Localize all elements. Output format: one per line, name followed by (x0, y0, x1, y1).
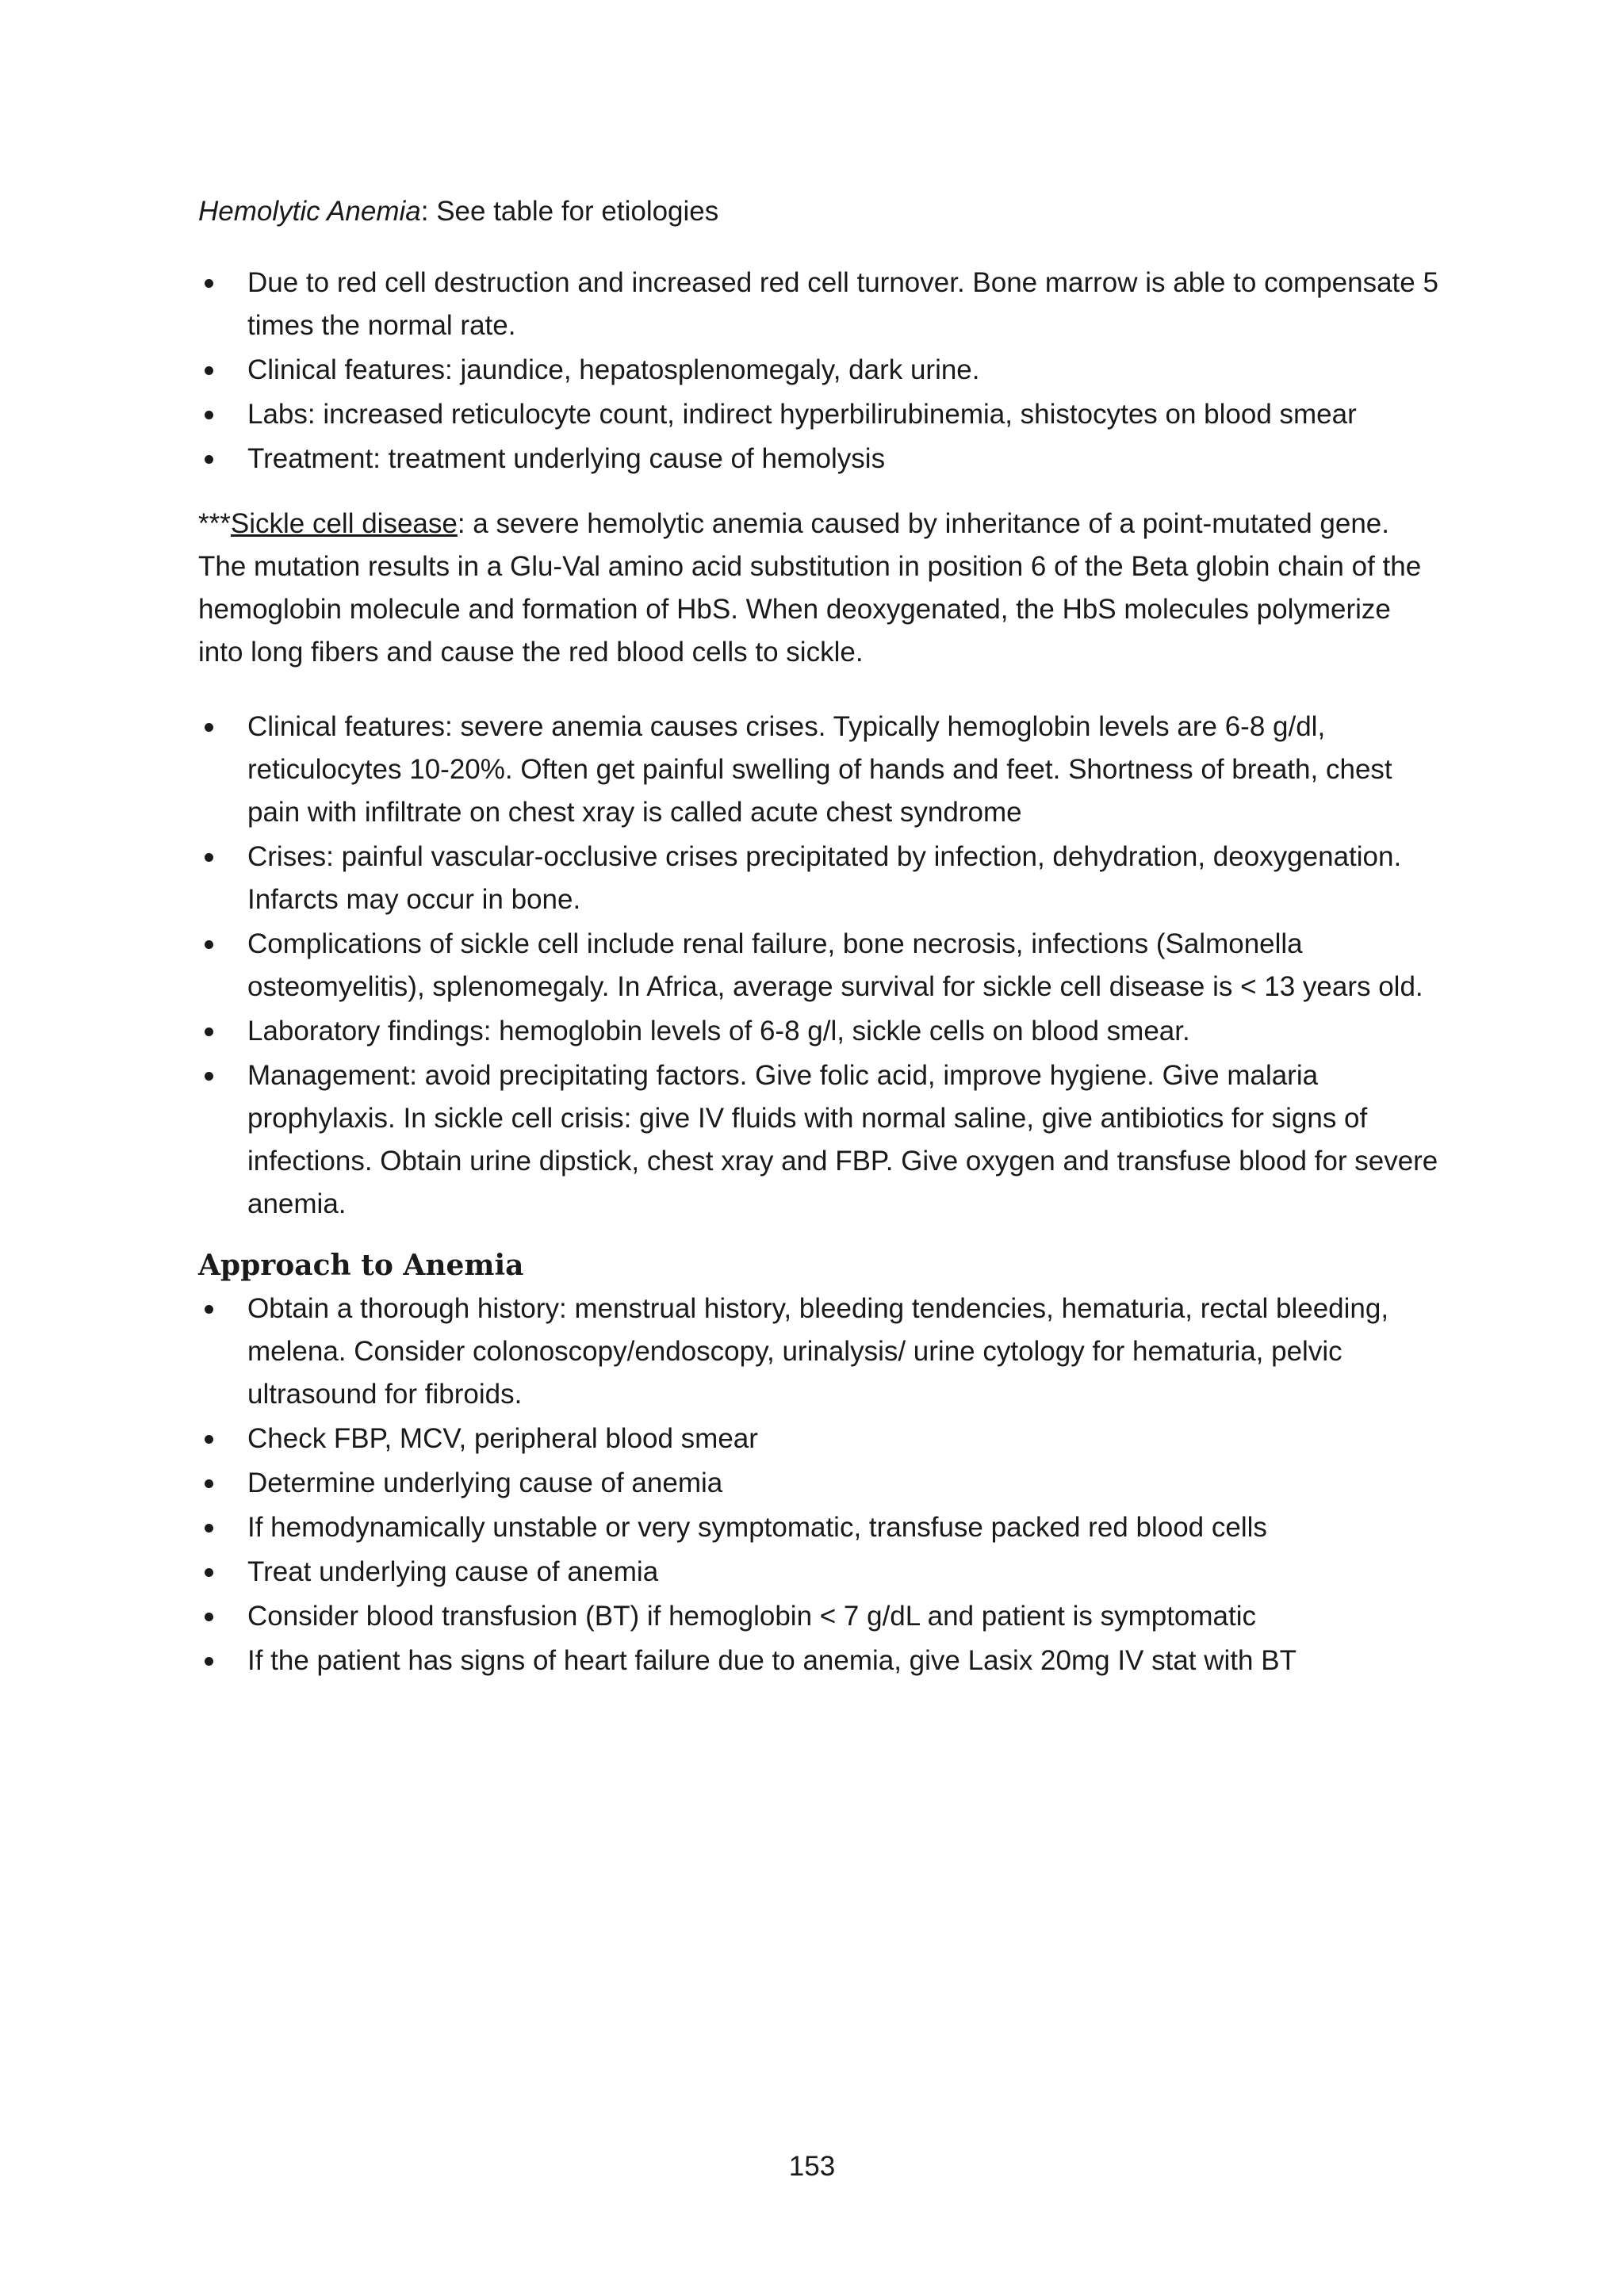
list-item: Clinical features: jaundice, hepatosplenomegaly, dark urine. (198, 349, 1443, 392)
approach-bullet-list (198, 1288, 1443, 1682)
list-item: Determine underlying cause of anemia (198, 1462, 1443, 1505)
list-item: Management: avoid precipitating factors. Give folic acid, improve hygiene. Give malaria prophylaxis. In sickle cell crisis: give IV fluids with normal saline, give antibiotics for signs of infections. Obtain urine dipstick, chest xray and FBP. Give oxygen and transfuse blood for severe anemia. (198, 1054, 1443, 1226)
list-item: Due to red cell destruction and increased red cell turnover. Bone marrow is able to compensate 5 times the normal rate. (198, 262, 1443, 347)
sickle-cell-description: : a severe hemolytic anemia caused by inheritance of a point-mutated gene. The mutation results in a Glu-Val amino acid substitution in position 6 of the Beta globin chain of the hemoglobin molecule and formation of HbS. When deoxygenated, the HbS molecules polymerize into long fibers and cause the red blood cells to sickle. (198, 508, 1422, 668)
hemolytic-anemia-title: Hemolytic Anemia (198, 196, 421, 227)
list-item: Treat underlying cause of anemia (198, 1551, 1443, 1594)
approach-heading: Approach to Anemia (198, 1249, 524, 1282)
list-item: Crises: painful vascular-occlusive crises precipitated by infection, dehydration, deoxygenation. Infarcts may occur in bone. (198, 836, 1443, 921)
list-item: Complications of sickle cell include renal failure, bone necrosis, infections (Salmonella osteomyelitis), splenomegaly. In Africa, average survival for sickle cell disease is < 13 years old. (198, 923, 1443, 1008)
list-item: Consider blood transfusion (BT) if hemoglobin < 7 g/dL and patient is symptomatic (198, 1595, 1443, 1638)
list-item: Labs: increased reticulocyte count, indirect hyperbilirubinemia, shistocytes on blood smear (198, 393, 1443, 436)
list-item: Laboratory findings: hemoglobin levels of 6-8 g/l, sickle cells on blood smear. (198, 1010, 1443, 1053)
list-item: Check FBP, MCV, peripheral blood smear (198, 1418, 1443, 1460)
sickle-cell-paragraph (198, 503, 1443, 674)
list-item: Obtain a thorough history: menstrual history, bleeding tendencies, hematuria, rectal bleeding, melena. Consider colonoscopy/endoscopy, urinalysis/ urine cytology for hematuria, pelvic ultrasound for fibroids. (198, 1288, 1443, 1416)
document-page (198, 190, 1443, 1684)
sickle-prefix: *** (198, 508, 231, 539)
list-item: Clinical features: severe anemia causes crises. Typically hemoglobin levels are 6-8 g/dl, reticulocytes 10-20%. Often get painful swelling of hands and feet. Shortness of breath, chest pain with infiltrate on chest xray is called acute chest syndrome (198, 706, 1443, 834)
hemolytic-bullet-list (198, 262, 1443, 480)
page-number: 153 (788, 2151, 836, 2182)
list-item: Treatment: treatment underlying cause of hemolysis (198, 438, 1443, 480)
sickle-cell-term: Sickle cell disease (230, 508, 458, 539)
list-item: If the patient has signs of heart failure due to anemia, give Lasix 20mg IV stat with BT (198, 1640, 1443, 1682)
hemolytic-anemia-intro (198, 190, 1443, 233)
sickle-bullet-list (198, 706, 1443, 1226)
list-item: If hemodynamically unstable or very symptomatic, transfuse packed red blood cells (198, 1506, 1443, 1549)
hemolytic-anemia-subtitle: : See table for etiologies (420, 196, 719, 227)
